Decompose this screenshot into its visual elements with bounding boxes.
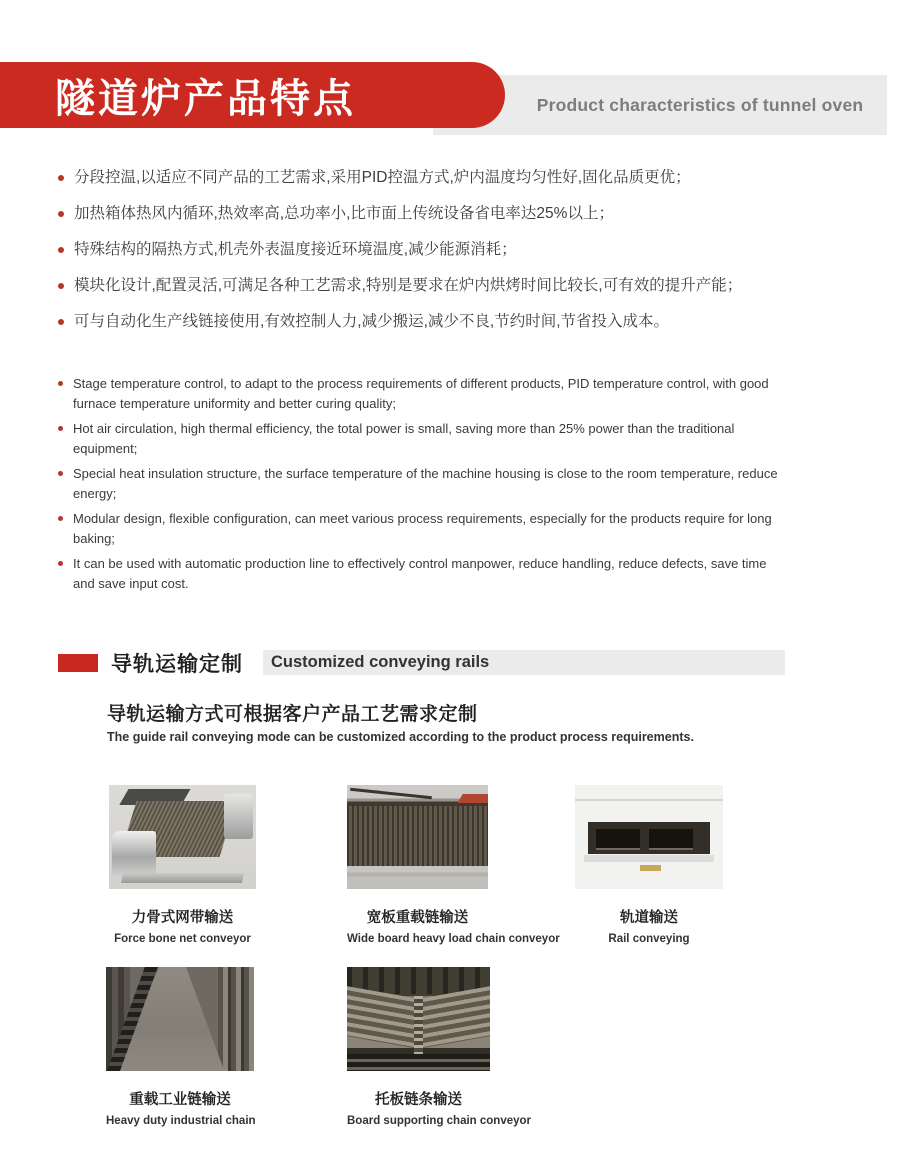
photo-detail — [347, 806, 488, 866]
feature-text: Hot air circulation, high thermal efficiency, the total power is small, saving more than 25% power than the traditional equipment; — [73, 421, 735, 456]
photo-detail — [457, 794, 488, 803]
photo-detail — [218, 967, 254, 1071]
conveyor-name-cn: 力骨式网带输送 — [131, 910, 234, 926]
bullet-dot-icon — [58, 247, 64, 253]
photo-detail — [224, 794, 253, 839]
bullet-dot-icon — [58, 319, 64, 325]
photo-detail — [121, 873, 244, 883]
feature-list-en — [56, 374, 780, 599]
feature-list-cn — [56, 167, 868, 347]
bullet-dot-icon — [58, 561, 63, 566]
feature-text: 特殊结构的隔热方式,机壳外表温度接近环境温度,减少能源消耗； — [74, 241, 517, 258]
conveyor-name-en: Heavy duty industrial chain — [106, 1115, 256, 1127]
photo-detail — [347, 1054, 490, 1071]
conveyor-photo — [347, 785, 488, 889]
conveyor-name-en: Wide board heavy load chain conveyor — [347, 933, 560, 945]
conveyor-photo — [347, 967, 490, 1071]
bullet-dot-icon — [58, 381, 63, 386]
feature-text: 分段控温,以适应不同产品的工艺需求,采用PID控温方式,炉内温度均匀性好,固化品质更优； — [74, 169, 691, 186]
section-title-bar — [263, 650, 785, 675]
feature-text: Modular design, flexible configuration, can meet various process requirements, especially for the products require for long baking; — [73, 511, 772, 546]
conveyor-card — [347, 967, 532, 1127]
photo-detail — [112, 831, 156, 878]
conveyor-name-cn: 轨道输送 — [620, 910, 678, 926]
bullet-dot-icon — [58, 471, 63, 476]
conveyor-name-en: Rail conveying — [608, 933, 690, 945]
feature-text: 加热箱体热风内循环,热效率高,总功率小,比市面上传统设备省电率达25%以上； — [74, 205, 614, 222]
section-title-en: Customized conveying rails — [271, 653, 490, 671]
conveyor-name-cn: 托板链条输送 — [375, 1092, 462, 1108]
section-title-cn: 导轨运输定制 — [111, 652, 243, 676]
conveyor-name-en: Board supporting chain conveyor — [347, 1115, 532, 1127]
conveyor-name-en: Force bone net conveyor — [114, 933, 251, 945]
conveyor-card — [109, 785, 256, 945]
subsection-title-en: The guide rail conveying mode can be customized according to the product process requirements. — [107, 730, 694, 744]
photo-detail — [596, 829, 640, 851]
feature-item — [56, 374, 780, 413]
subsection-title-cn: 导轨运输方式可根据客户产品工艺需求定制 — [107, 704, 478, 725]
bullet-dot-icon — [58, 426, 63, 431]
conveyor-name-cn: 宽板重载链输送 — [366, 910, 469, 926]
header-banner — [0, 62, 505, 128]
feature-text: 可与自动化生产线链接使用,有效控制人力,减少搬运,减少不良,节约时间,节省投入成本。 — [74, 313, 670, 330]
photo-detail — [649, 829, 693, 851]
feature-item — [56, 554, 780, 593]
section-header — [58, 650, 785, 675]
feature-text: 模块化设计,配置灵活,可满足各种工艺需求,特别是要求在炉内烘烤时间比较长,可有效的提升产能； — [74, 277, 743, 294]
photo-detail — [423, 986, 490, 1048]
conveyor-photo — [575, 785, 723, 889]
conveyor-card — [106, 967, 254, 1127]
feature-item — [56, 239, 868, 261]
conveyor-card — [347, 785, 560, 945]
feature-item — [56, 464, 780, 503]
feature-item — [56, 167, 868, 189]
bullet-dot-icon — [58, 516, 63, 521]
photo-detail — [584, 855, 714, 862]
feature-item — [56, 509, 780, 548]
bullet-dot-icon — [58, 211, 64, 217]
feature-item — [56, 275, 868, 297]
feature-text: It can be used with automatic production line to effectively control manpower, reduce handling, reduce defects, save time and save input cost. — [73, 556, 767, 591]
feature-item — [56, 203, 868, 225]
conveyor-card — [575, 785, 723, 945]
photo-detail — [347, 986, 414, 1048]
conveyor-name-cn: 重载工业链输送 — [129, 1092, 231, 1108]
bullet-dot-icon — [58, 175, 64, 181]
feature-item — [56, 419, 780, 458]
page-title-cn: 隧道炉产品特点 — [55, 76, 356, 121]
photo-detail — [575, 799, 723, 801]
bullet-dot-icon — [58, 283, 64, 289]
section-marker-icon — [58, 654, 98, 672]
conveyor-photo — [109, 785, 256, 889]
feature-text: Stage temperature control, to adapt to the process requirements of different products, PID temperature control, with good furnace temperature uniformity and better curing quality; — [73, 376, 769, 411]
feature-text: Special heat insulation structure, the surface temperature of the machine housing is close to the room temperature, reduce energy; — [73, 466, 778, 501]
photo-detail — [350, 788, 432, 800]
page-title-en: Product characteristics of tunnel oven — [536, 94, 864, 115]
conveyor-gallery — [0, 785, 900, 1145]
section-subtitle — [107, 699, 694, 744]
feature-item — [56, 311, 868, 333]
photo-detail — [640, 865, 661, 871]
conveyor-photo — [106, 967, 254, 1071]
